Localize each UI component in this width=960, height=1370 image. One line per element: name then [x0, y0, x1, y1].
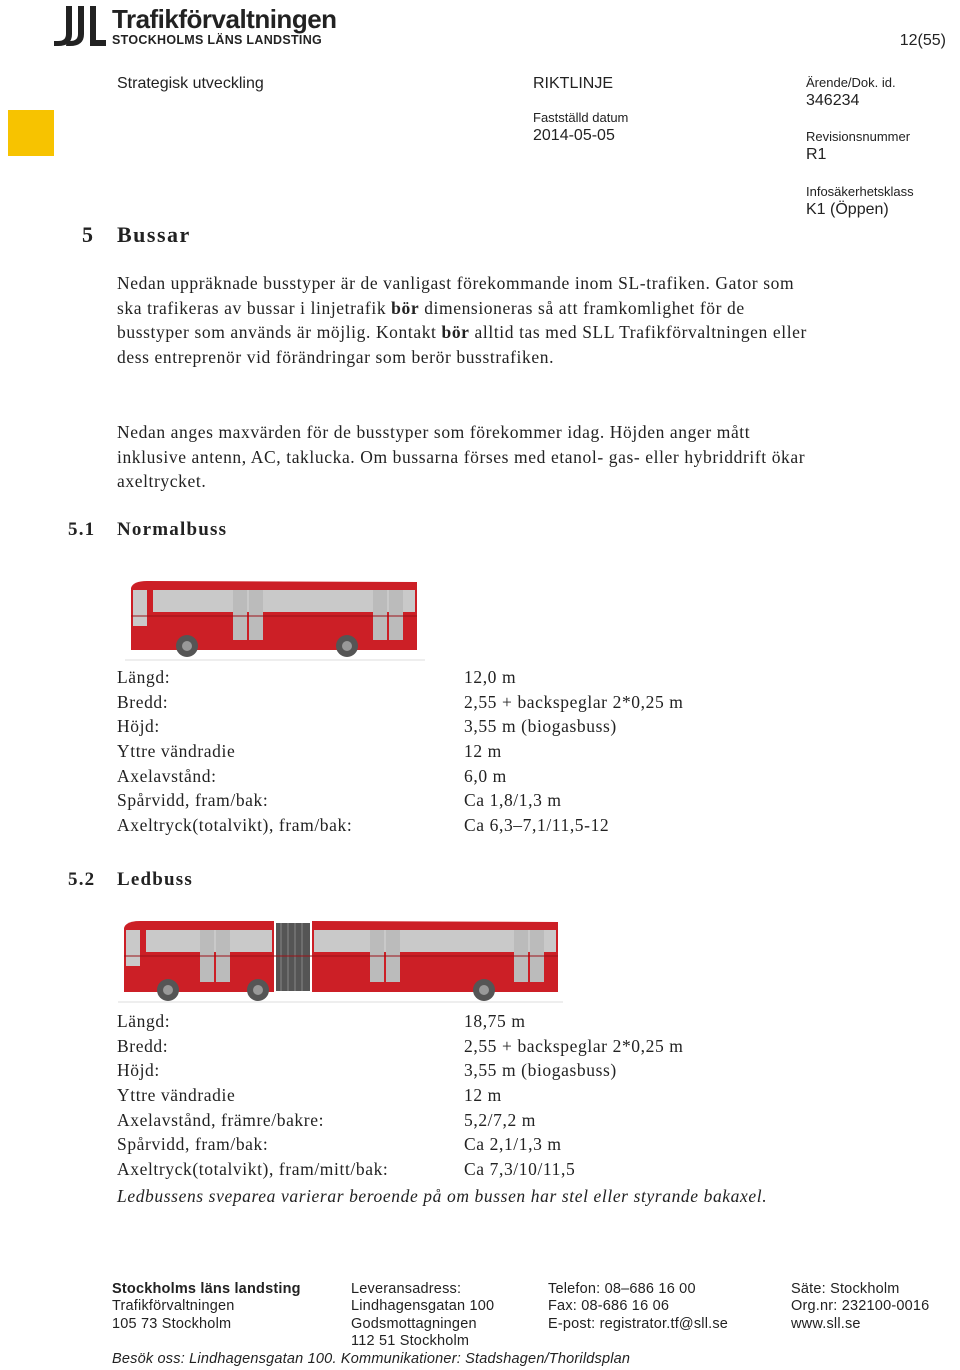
section-number: 5 [82, 222, 95, 247]
footer-delivery-street: Lindhagensgatan 100 [351, 1298, 495, 1315]
date-value: 2014-05-05 [533, 127, 615, 144]
infosec-label: Infosäkerhetsklass [806, 184, 914, 199]
articulated-bus-image [118, 918, 566, 1006]
spec-row [117, 1060, 817, 1085]
footer-org-address: 105 73 Stockholm [112, 1315, 232, 1332]
sll-logo-icon [52, 4, 108, 48]
spec-row [117, 1036, 817, 1061]
footer-delivery-goods: Godsmottagningen [351, 1315, 477, 1332]
spec-value: 12 m [464, 741, 502, 762]
accent-block [8, 110, 54, 156]
spec-value: Ca 7,3/10/11,5 [464, 1159, 576, 1180]
spec-label: Höjd: [117, 1060, 160, 1081]
logo-name: Trafikförvaltningen [112, 4, 337, 34]
footer-phone: Telefon: 08–686 16 00 [548, 1281, 696, 1297]
intro-paragraph: Nedan uppräknade busstyper är de vanligast förekommande inom SL-trafiken. Gator som ska trafikeras av bussar i linjetrafik bör dimensioneras så att framkomlighet för de busstyper som används är möjlig. Kontakt bör alltid tas med SLL Trafikförvaltningen eller dess entreprenör vid förändringar som berör busstrafiken. [117, 273, 807, 368]
department: Strategisk utveckling [117, 75, 264, 92]
spec-value: Ca 1,8/1,3 m [464, 790, 562, 811]
footer-fax: Fax: 08-686 16 06 [548, 1298, 670, 1315]
footer-seat: Säte: Stockholm [791, 1281, 900, 1297]
footer-delivery-city: 112 51 Stockholm [351, 1332, 470, 1349]
case-label: Ärende/Dok. id. [806, 75, 896, 90]
articulated-bus-specs [117, 1011, 817, 1209]
spec-row [117, 667, 757, 692]
infosec-value: K1 (Öppen) [806, 201, 889, 218]
spec-row [117, 1159, 817, 1184]
spec-row [117, 716, 757, 741]
subsection-number: 5.2 [68, 869, 96, 890]
logo-subtitle: STOCKHOLMS LÄNS LANDSTING [112, 33, 323, 47]
spec-row [117, 815, 757, 840]
subsection-number: 5.1 [68, 519, 96, 540]
spec-label: Axelavstånd, främre/bakre: [117, 1109, 325, 1130]
spec-value: Ca 2,1/1,3 m [464, 1134, 562, 1155]
footer-website[interactable]: www.sll.se [791, 1315, 861, 1332]
revision-value: R1 [806, 146, 827, 163]
footer-delivery-label: Leveransadress: [351, 1281, 462, 1297]
spec-value: 12 m [464, 1085, 502, 1106]
articulated-bus-note: Ledbussens sveparea varierar beroende på om bussen har stel eller styrande bakaxel. [117, 1185, 768, 1206]
case-value: 346234 [806, 92, 860, 109]
spec-row [117, 1085, 817, 1110]
footer-registration [791, 1281, 956, 1333]
spec-label: Spårvidd, fram/bak: [117, 790, 269, 811]
footer-org-name: Stockholms läns landsting [112, 1281, 301, 1297]
normal-bus-image [125, 578, 430, 664]
footer-email[interactable]: E-post: registrator.tf@sll.se [548, 1315, 729, 1332]
spec-value: 3,55 m (biogasbuss) [464, 1060, 617, 1081]
spec-value: 18,75 m [464, 1011, 526, 1031]
spec-row [117, 790, 757, 815]
footer-visit: Besök oss: Lindhagensgatan 100. Kommunikationer: Stadshagen/Thorildsplan [112, 1351, 631, 1367]
footer-org-dept: Trafikförvaltningen [112, 1298, 235, 1315]
footer-delivery [351, 1281, 541, 1350]
spec-label: Spårvidd, fram/bak: [117, 1134, 269, 1155]
spec-value: 3,55 m (biogasbuss) [464, 716, 617, 737]
spec-label: Längd: [117, 667, 171, 687]
page-number: 12(55) [899, 32, 946, 49]
spec-label: Axeltryck(totalvikt), fram/mitt/bak: [117, 1159, 389, 1180]
spec-label: Höjd: [117, 716, 160, 737]
spec-value: 2,55 + backspeglar 2*0,25 m [464, 691, 684, 712]
footer-orgnr: Org.nr: 232100-0016 [791, 1298, 930, 1315]
spec-row [117, 766, 757, 791]
spec-label: Yttre vändradie [117, 1085, 236, 1106]
spec-row [117, 692, 757, 717]
spec-value: 6,0 m [464, 765, 507, 786]
subsection-title: Normalbuss [117, 519, 228, 540]
spec-row [117, 1110, 817, 1135]
spec-row [117, 1011, 817, 1036]
footer-contact [548, 1281, 783, 1333]
spec-value: 5,2/7,2 m [464, 1109, 536, 1130]
spec-row [117, 1134, 817, 1159]
spec-label: Axeltryck(totalvikt), fram/bak: [117, 815, 353, 836]
spec-label: Bredd: [117, 1035, 169, 1056]
document-type: RIKTLINJE [533, 75, 614, 92]
spec-row [117, 741, 757, 766]
spec-value: Ca 6,3–7,1/11,5-12 [464, 815, 610, 836]
maxvalues-paragraph: Nedan anges maxvärden för de busstyper som förekommer idag. Höjden anger mått inklusive antenn, AC, taklucka. Om bussarna förses med etanol- gas- eller hybriddrift ökar axeltrycket. [117, 422, 806, 492]
spec-label: Yttre vändradie [117, 741, 236, 762]
footer-org [112, 1281, 347, 1333]
revision-label: Revisionsnummer [806, 129, 911, 144]
spec-label: Längd: [117, 1011, 171, 1031]
section-title: Bussar [117, 222, 191, 247]
spec-value: 2,55 + backspeglar 2*0,25 m [464, 1035, 684, 1056]
normal-bus-specs [117, 667, 757, 840]
spec-label: Bredd: [117, 691, 169, 712]
date-label: Fastställd datum [533, 110, 629, 125]
subsection-title: Ledbuss [117, 869, 193, 890]
spec-label: Axelavstånd: [117, 765, 217, 786]
spec-value: 12,0 m [464, 667, 517, 687]
